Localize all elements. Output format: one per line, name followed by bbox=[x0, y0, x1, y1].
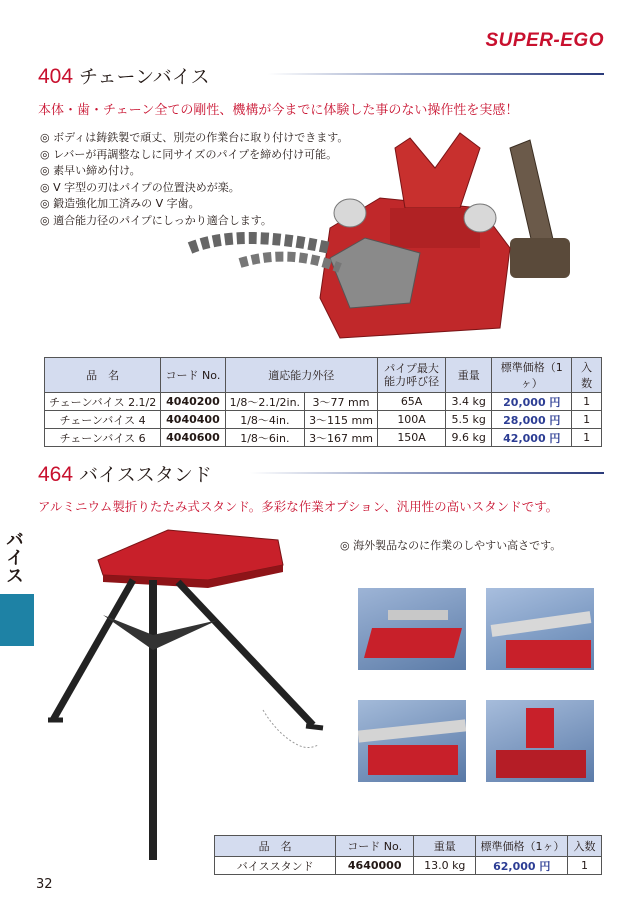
cell-name: チェーンバイス 4 bbox=[45, 411, 161, 429]
col-header-qty: 入数 bbox=[567, 836, 601, 857]
cell-price: 20,000 円 bbox=[492, 393, 572, 411]
cell-name: バイススタンド bbox=[215, 857, 336, 875]
usage-photo-1 bbox=[358, 588, 466, 670]
feature-item: ◎ 素早い締め付け。 bbox=[40, 164, 141, 177]
feature-item: ◎ ボディは鋳鉄製で頑丈、別売の作業台に取り付けできます。 bbox=[40, 131, 349, 144]
col-header-qty: 入数 bbox=[572, 358, 602, 393]
cell-code: 4040600 bbox=[161, 429, 225, 447]
cell-weight: 5.5 kg bbox=[446, 411, 492, 429]
table-row bbox=[45, 393, 602, 411]
cell-qty: 1 bbox=[572, 429, 602, 447]
chain-vise-spec-table bbox=[44, 357, 602, 447]
cell-weight: 3.4 kg bbox=[446, 393, 492, 411]
cell-price: 28,000 円 bbox=[492, 411, 572, 429]
feature-item: ◎ V 字型の刃はパイプの位置決めが楽。 bbox=[40, 180, 240, 194]
table-header-row bbox=[215, 836, 602, 857]
col-header-pipe-size-line1: パイプ最大 bbox=[384, 362, 439, 375]
col-header-pipe-size-line2: 能力呼び径 bbox=[384, 375, 440, 388]
title-rule bbox=[250, 472, 604, 474]
col-header-name: 品 名 bbox=[215, 836, 336, 857]
chain-vise-photo bbox=[180, 128, 600, 348]
page-number: 32 bbox=[36, 877, 53, 892]
table-row bbox=[45, 411, 602, 429]
cell-weight: 9.6 kg bbox=[446, 429, 492, 447]
cell-price: 42,000 円 bbox=[492, 429, 572, 447]
cell-qty: 1 bbox=[567, 857, 601, 875]
col-header-code: コード No. bbox=[161, 358, 225, 393]
table-row bbox=[215, 857, 602, 875]
cell-pipe: 150A bbox=[377, 429, 445, 447]
cell-mm: 3～115 mm bbox=[305, 411, 378, 429]
col-header-weight: 重量 bbox=[446, 358, 492, 393]
section-tagline: 本体・歯・チェーン全ての剛性、機構が今までに体験した事のない操作性を実感！ bbox=[38, 103, 519, 118]
brand-logo: SUPER-EGO bbox=[485, 30, 604, 51]
cell-inch: 1/8～2.1/2in. bbox=[225, 393, 304, 411]
col-header-capacity: 適応能力外径 bbox=[225, 358, 377, 393]
vise-stand-photo bbox=[48, 520, 338, 870]
cell-price: 62,000 円 bbox=[476, 857, 568, 875]
table-row bbox=[45, 429, 602, 447]
cell-mm: 3～77 mm bbox=[305, 393, 378, 411]
cell-mm: 3～167 mm bbox=[305, 429, 378, 447]
cell-weight: 13.0 kg bbox=[414, 857, 476, 875]
section-title-vise-stand bbox=[38, 460, 212, 487]
col-header-weight: 重量 bbox=[414, 836, 476, 857]
col-header-price: 標準価格（1ヶ） bbox=[492, 358, 572, 393]
feature-item: ◎ レバーが再調整なしに同サイズのパイプを締め付け可能。 bbox=[40, 147, 338, 161]
section-title-chain-vise bbox=[38, 62, 210, 89]
table-header-row bbox=[45, 358, 602, 393]
feature-item: ◎ 適合能力径のパイプにしっかり適合します。 bbox=[40, 213, 272, 227]
title-rule bbox=[268, 73, 604, 75]
section-tagline: アルミニウム製折りたたみ式スタンド。多彩な作業オプション、汎用性の高いスタンドです。 bbox=[38, 499, 559, 514]
col-header-code: コード No. bbox=[336, 836, 414, 857]
col-header-pipe-size bbox=[377, 358, 445, 393]
col-header-name: 品 名 bbox=[45, 358, 161, 393]
cell-qty: 1 bbox=[572, 411, 602, 429]
col-header-price: 標準価格（1ヶ） bbox=[476, 836, 568, 857]
cell-code: 4040400 bbox=[161, 411, 225, 429]
usage-photo-2 bbox=[486, 588, 594, 670]
side-tab-block bbox=[0, 594, 34, 646]
cell-pipe: 65A bbox=[377, 393, 445, 411]
cell-name: チェーンバイス 2.1/2 bbox=[45, 393, 161, 411]
section-number: 464 bbox=[38, 463, 74, 486]
cell-code: 4040200 bbox=[161, 393, 225, 411]
cell-pipe: 100A bbox=[377, 411, 445, 429]
feature-item: ◎ 鍛造強化加工済みの V 字歯。 bbox=[40, 197, 200, 210]
usage-photo-3 bbox=[358, 700, 466, 782]
cell-inch: 1/8～4in. bbox=[225, 411, 304, 429]
cell-name: チェーンバイス 6 bbox=[45, 429, 161, 447]
section-title-text: バイススタンド bbox=[79, 464, 212, 486]
section-title-text: チェーンバイス bbox=[79, 66, 210, 88]
vise-stand-spec-table bbox=[214, 835, 602, 875]
stand-note: ◎ 海外製品なのに作業のしやすい高さです。 bbox=[340, 539, 562, 552]
usage-photo-4 bbox=[486, 700, 594, 782]
cell-qty: 1 bbox=[572, 393, 602, 411]
side-tab-label: バイス bbox=[3, 530, 24, 584]
cell-inch: 1/8～6in. bbox=[225, 429, 304, 447]
cell-code: 4640000 bbox=[336, 857, 414, 875]
section-number: 404 bbox=[38, 65, 74, 88]
side-tab bbox=[0, 530, 30, 594]
